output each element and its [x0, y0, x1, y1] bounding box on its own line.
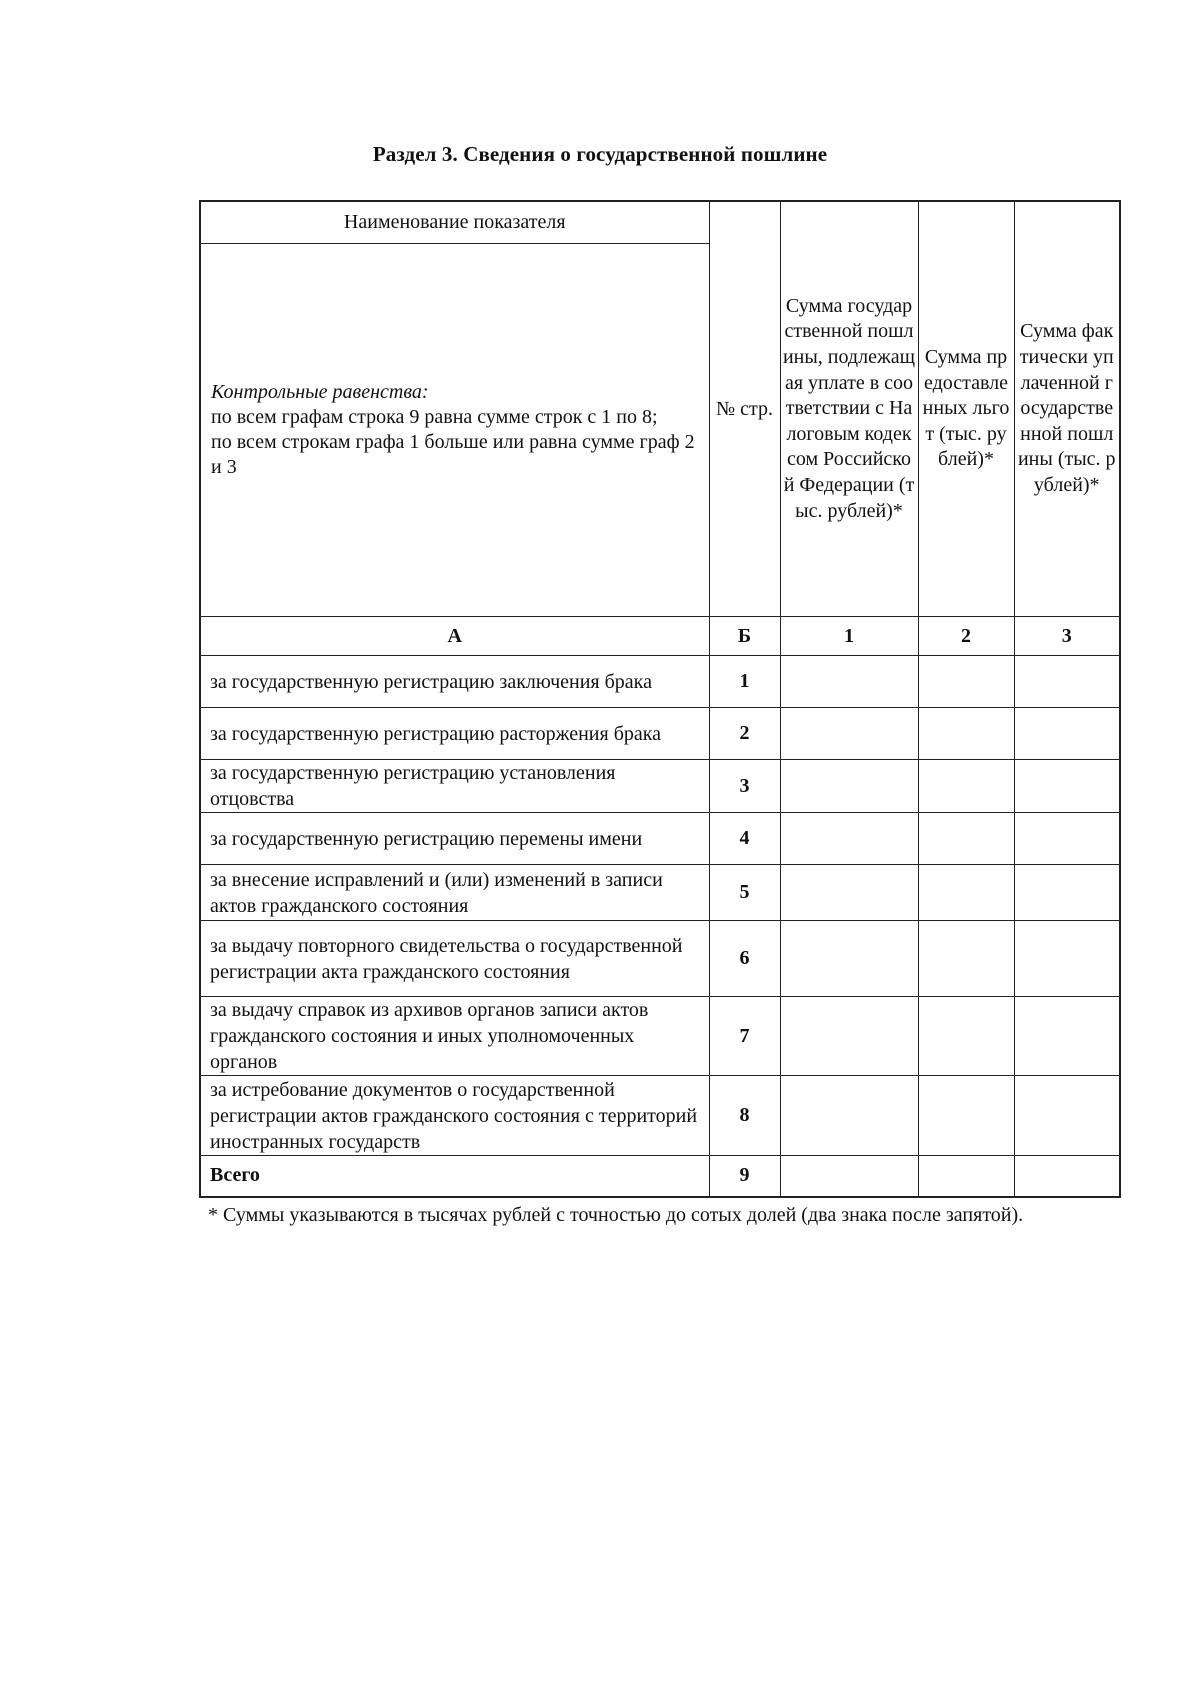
row-number-header: № стр.	[709, 201, 780, 617]
column-1-header: Сумма государственной пошлины, подлежащая уплате в соответствии с Налоговым кодексом Российской Федерации (тыс. рублей)*	[780, 201, 918, 617]
column-letter-b: Б	[709, 617, 780, 656]
row-number: 5	[709, 865, 780, 921]
row-number: 4	[709, 813, 780, 865]
row-label: за государственную регистрацию расторжения брака	[200, 708, 709, 760]
cell-col-2[interactable]	[918, 813, 1014, 865]
cell-col-1[interactable]	[780, 708, 918, 760]
cell-col-2[interactable]	[918, 865, 1014, 921]
cell-col-3[interactable]	[1014, 656, 1120, 708]
cell-col-2[interactable]	[918, 997, 1014, 1076]
cell-col-2[interactable]	[918, 1076, 1014, 1156]
row-number: 3	[709, 760, 780, 813]
table-row	[200, 921, 1120, 997]
cell-col-1[interactable]	[780, 1076, 918, 1156]
control-equalities	[200, 244, 709, 617]
row-number: 2	[709, 708, 780, 760]
table-row	[200, 1076, 1120, 1156]
total-row-number: 9	[709, 1156, 780, 1197]
row-label: за выдачу повторного свидетельства о государственной регистрации акта гражданского состояния	[200, 921, 709, 997]
cell-col-1[interactable]	[780, 813, 918, 865]
cell-col-1[interactable]	[780, 760, 918, 813]
cell-col-2[interactable]	[918, 921, 1014, 997]
cell-col-3[interactable]	[1014, 708, 1120, 760]
cell-col-3[interactable]	[1014, 760, 1120, 813]
table-row	[200, 865, 1120, 921]
indicator-name-header: Наименование показателя	[200, 201, 709, 244]
total-row	[200, 1156, 1120, 1197]
row-number: 6	[709, 921, 780, 997]
footnote: * Суммы указываются в тысячах рублей с точностью до сотых долей (два знака после запятой).	[208, 1204, 1024, 1226]
cell-col-3[interactable]	[1014, 813, 1120, 865]
row-number: 7	[709, 997, 780, 1076]
total-col-3[interactable]	[1014, 1156, 1120, 1197]
table-row	[200, 656, 1120, 708]
cell-col-2[interactable]	[918, 760, 1014, 813]
control-equalities-label: Контрольные равенства:	[211, 381, 429, 403]
row-number: 1	[709, 656, 780, 708]
row-number: 8	[709, 1076, 780, 1156]
row-label: за государственную регистрацию перемены имени	[200, 813, 709, 865]
cell-col-3[interactable]	[1014, 865, 1120, 921]
cell-col-1[interactable]	[780, 865, 918, 921]
column-letter-1: 1	[780, 617, 918, 656]
total-col-1[interactable]	[780, 1156, 918, 1197]
cell-col-3[interactable]	[1014, 1076, 1120, 1156]
cell-col-2[interactable]	[918, 708, 1014, 760]
column-3-header: Сумма фактически уплаченной государственной пошлины (тыс. рублей)*	[1014, 201, 1120, 617]
cell-col-3[interactable]	[1014, 997, 1120, 1076]
total-label: Всего	[200, 1156, 709, 1197]
control-equality-line: по всем строкам графа 1 больше или равна сумме граф 2 и 3	[211, 431, 695, 478]
control-equality-line: по всем графам строка 9 равна сумме строк с 1 по 8;	[211, 406, 658, 428]
cell-col-1[interactable]	[780, 997, 918, 1076]
cell-col-3[interactable]	[1014, 921, 1120, 997]
table-row	[200, 760, 1120, 813]
column-letter-2: 2	[918, 617, 1014, 656]
section-title: Раздел 3. Сведения о государственной пошлине	[372, 142, 828, 166]
table-row	[200, 708, 1120, 760]
total-col-2[interactable]	[918, 1156, 1014, 1197]
row-label: за государственную регистрацию заключения брака	[200, 656, 709, 708]
column-letter-3: 3	[1014, 617, 1120, 656]
cell-col-2[interactable]	[918, 656, 1014, 708]
cell-col-1[interactable]	[780, 921, 918, 997]
column-letter-a: А	[200, 617, 709, 656]
table-row	[200, 813, 1120, 865]
cell-col-1[interactable]	[780, 656, 918, 708]
column-2-header: Сумма предоставленных льгот (тыс. рублей)*	[918, 201, 1014, 617]
state-duty-table	[199, 200, 1121, 1198]
row-label: за выдачу справок из архивов органов записи актов гражданского состояния и иных уполномоченных органов	[200, 997, 709, 1076]
column-letters-row	[200, 617, 1120, 656]
row-label: за истребование документов о государственной регистрации актов гражданского состояния с территорий иностранных государств	[200, 1076, 709, 1156]
row-label: за государственную регистрацию установления отцовства	[200, 760, 709, 813]
row-label: за внесение исправлений и (или) изменений в записи актов гражданского состояния	[200, 865, 709, 921]
table-row	[200, 997, 1120, 1076]
